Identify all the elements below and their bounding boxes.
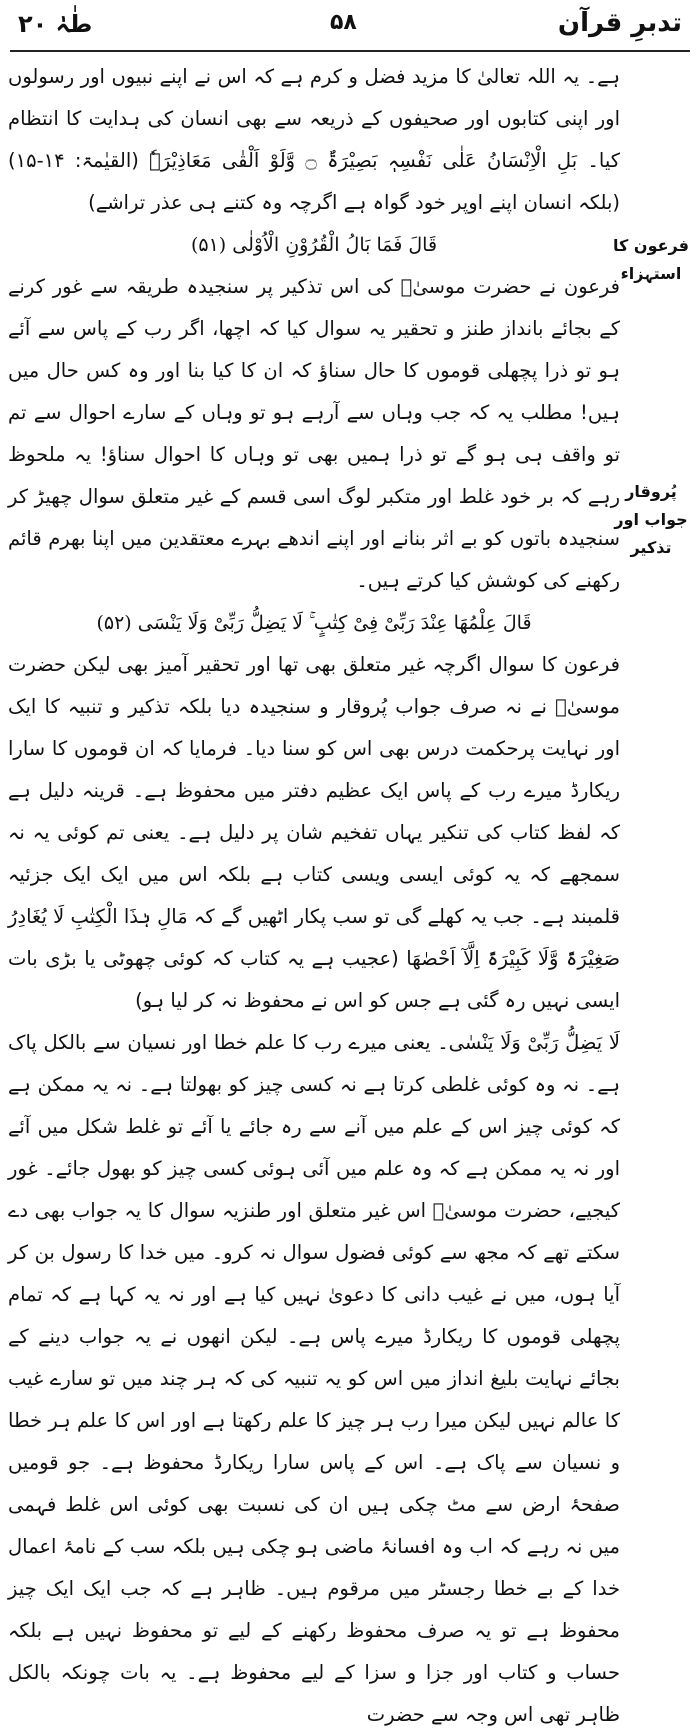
paragraph-moses-answer: فرعون کا سوال اگرچہ غیر متعلق بھی تھا اور تحقیر آمیز بھی لیکن حضرت موسیٰؑ نے نہ صرف جواب پُروقار و سنجیدہ دیا بلکہ تذکیر و تنبیہ کا ایک اور نہایت پرحکمت درس بھی اس کو سنا دیا۔ فرمایا کہ ان قوموں کا سارا ریکارڈ میرے رب کے پاس ایک عظیم دفتر میں محفوظ ہے۔ قرینہ دلیل ہے کہ لفظ کتاب کی تنکیر یہاں تفخیم شان پر دلیل ہے۔ یعنی تم کوئی یہ نہ سمجھے کہ یہ کوئی ایسی ویسی کتاب ہے بلکہ اس میں ایک ایک جزئیہ قلمبند ہے۔ جب یہ کھلے گی تو سب پکار اٹھیں گے کہ مَالِ ہٰذَا الْکِتٰبِ لَا یُغَادِرُ صَغِیْرَۃً وَّلَا کَبِیْرَۃً اِلَّآ اَحْصٰھَا (عجیب ہے یہ کتاب کہ کوئی چھوٹی یا بڑی بات ایسی نہیں رہ گئی ہے جس کو اس نے محفوظ نہ کر لیا ہو) (8, 653, 620, 1012)
verse-51: قَالَ فَمَا بَالُ الْقُرُوْنِ الْاُوْلٰی (۵۱) (190, 234, 438, 256)
paragraph-intro: ہے۔ یہ اللہ تعالیٰ کا مزید فضل و کرم ہے کہ اس نے اپنے نبیوں اور رسولوں اور اپنی کتابوں اور صحیفوں کے ذریعہ سے بھی انسان کی ہدایت کا انتظام کیا۔ بَلِ الْاِنْسَانُ عَلٰی نَفْسِہٖ بَصِیْرَۃٌ ۝ وَّلَوْ اَلْقٰی مَعَاذِیْرَہٗ (القیٰمۃ: ۱۴-۱۵) (بلکہ انسان اپنے اوپر خود گواہ ہے اگرچہ وہ کتنے ہی عذر تراشے) (8, 65, 620, 214)
margin-note-reply: پُروقار جواب اور تذکیر (614, 482, 688, 557)
paragraph-commentary: لَا یَضِلُّ رَبِّیْ وَلَا یَنْسٰی۔ یعنی میرے رب کا علم خطا اور نسیان سے بالکل پاک ہے۔ نہ وہ کوئی غلطی کرتا ہے نہ کسی چیز کو بھولتا ہے۔ نہ یہ ممکن ہے کہ کوئی چیز اس کے علم میں آنے سے رہ جائے یا آئے تو غلط شکل میں آئے اور نہ یہ ممکن ہے کہ وہ علم میں آئی ہوئی کسی چیز کو بھول جائے۔ غور کیجیے، حضرت موسیٰؑ اس غیر متعلق اور طنزیہ سوال کا یہ جواب بھی دے سکتے تھے کہ مجھ سے کوئی فضول سوال نہ کرو۔ میں خدا کا رسول بن کر آیا ہوں، میں نے غیب دانی کا دعویٰ نہیں کیا ہے اور نہ یہ کہا ہے کہ تمام پچھلی قوموں کا ریکارڈ میرے پاس ہے۔ لیکن انھوں نے یہ جواب دینے کے بجائے نہایت بلیغ انداز میں اس کو یہ تنبیہ کی کہ ہر چند میں تو سارے غیب کا عالم نہیں لیکن میرا رب ہر چیز کا علم رکھتا ہے اور اس کا علم ہر خطا و نسیان سے پاک ہے۔ اس کے پاس سارا ریکارڈ محفوظ ہے۔ جو قومیں صفحۂ ارض سے مٹ چکی ہیں ان کی نسبت بھی کوئی اس غلط فہمی میں نہ رہے کہ اب وہ افسانۂ ماضی ہو چکی ہیں بلکہ سب کے نامۂ اعمال خدا کے بے خطا رجسٹر میں مرقوم ہیں۔ ظاہر ہے کہ جب ایک ایک چیز محفوظ ہے تو یہ صرف محفوظ رکھنے کے لیے تو محفوظ نہیں ہے بلکہ حساب و کتاب اور جزا و سزا کے لیے محفوظ ہے۔ یہ بات چونکہ بالکل ظاہر تھی اس وجہ سے حضرت (8, 1031, 620, 1726)
verse-52: قَالَ عِلْمُهَا عِنْدَ رَبِّیْ فِیْ كِتٰبٍ ۚ لَا يَضِلُّ رَبِّیْ وَلَا يَنْسَی (۵۲) (96, 612, 532, 634)
header-divider (10, 50, 690, 52)
main-text (8, 56, 620, 1726)
paragraph-pharaoh-question: فرعون نے حضرت موسیٰؑ کی اس تذکیر پر سنجیدہ طریقہ سے غور کرنے کے بجائے بانداز طنز و تحقیر یہ سوال کیا کہ اچھا، اگر رب کے پاس سے آئے ہو تو ذرا پچھلی قوموں کا حال سناؤ کہ ان کا کیا بنا اور وہ کس حال میں ہیں! مطلب یہ کہ جب وہاں سے آرہے ہو تو وہاں کے سارے احوال سے تم تو واقف ہی ہو گے تو ذرا ہمیں بھی تو وہاں کا احوال سناؤ! یہ ملحوظ رہے کہ بر خود غلط اور متکبر لوگ اسی قسم کے غیر متعلق سوال چھیڑ کر سنجیدہ باتوں کو بے اثر بنانے اور اپنے اندھے بہرے معتقدین میں اپنا بھرم قائم رکھنے کی کوشش کیا کرتے ہیں۔ (8, 275, 620, 592)
surah-reference: طٰہٰ ۲۰ (18, 10, 93, 38)
page-number: ۵۸ (330, 10, 357, 35)
book-title: تدبرِ قرآن (557, 8, 682, 38)
page-header (0, 6, 700, 46)
margin-note-mockery: فرعون کا استہزاء (613, 236, 689, 283)
